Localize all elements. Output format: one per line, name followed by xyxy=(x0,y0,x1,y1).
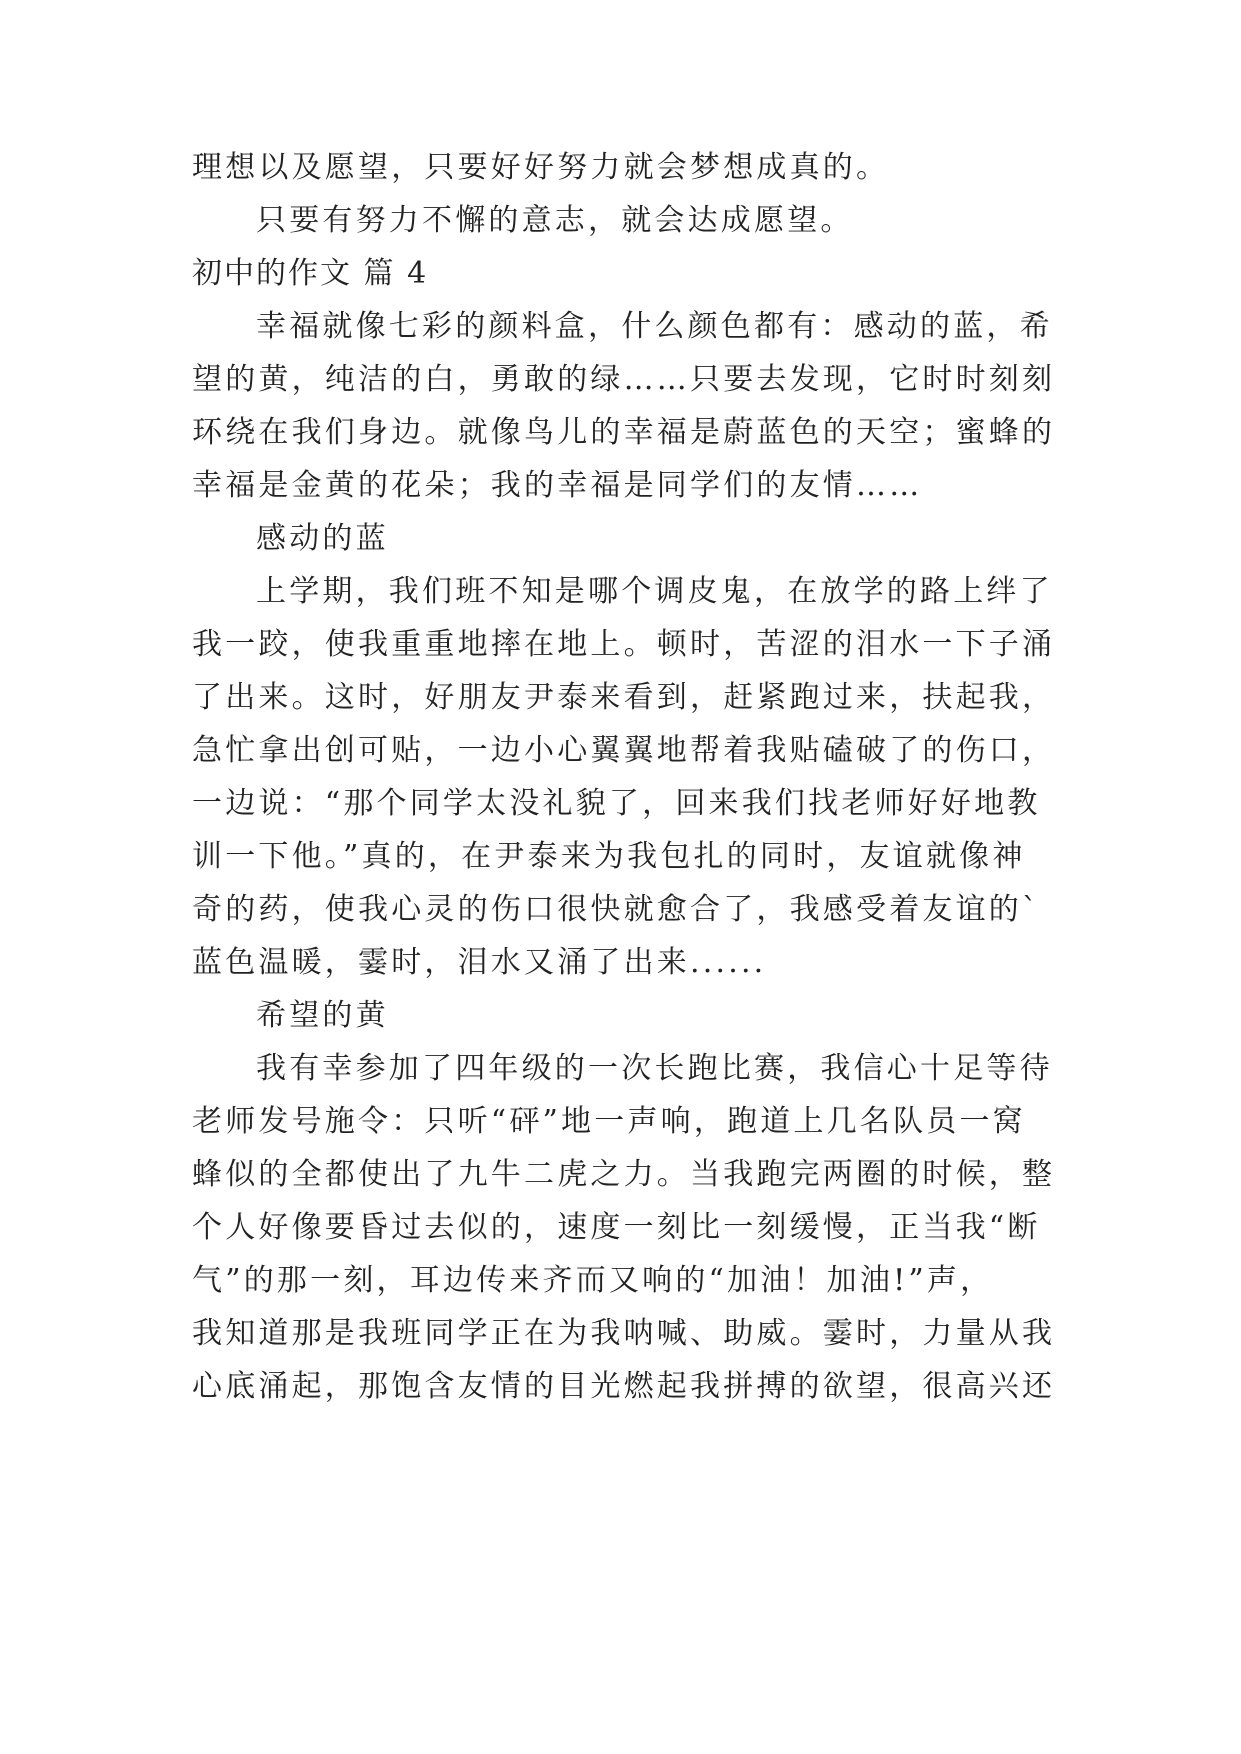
paragraph-line: 急忙拿出创可贴，一边小心翼翼地帮着我贴磕破了的伤口， xyxy=(192,733,1056,768)
subheading: 希望的黄 xyxy=(256,998,389,1033)
paragraph-line: 我一跤，使我重重地摔在地上。顿时，苦涩的泪水一下子涌 xyxy=(192,627,1056,662)
paragraph-line: 上学期，我们班不知是哪个调皮鬼，在放学的路上绊了 xyxy=(256,574,1053,609)
paragraph-line: 训一下他。”真的，在尹泰来为我包扎的同时，友谊就像神 xyxy=(192,839,1026,874)
paragraph-line: 我知道那是我班同学正在为我呐喊、助威。霎时，力量从我 xyxy=(192,1316,1056,1351)
paragraph-line: 幸福就像七彩的颜料盒，什么颜色都有：感动的蓝，希 xyxy=(256,309,1053,344)
paragraph-line: 奇的药，使我心灵的伤口很快就愈合了，我感受着友谊的` xyxy=(192,892,1041,927)
paragraph-line: 一边说：“那个同学太没礼貌了，回来我们找老师好好地教 xyxy=(192,786,1041,821)
paragraph-line: 只要有努力不懈的意志，就会达成愿望。 xyxy=(256,203,854,238)
paragraph-line: 蜂似的全都使出了九牛二虎之力。当我跑完两圈的时候，整 xyxy=(192,1157,1056,1192)
paragraph-line: 个人好像要昏过去似的，速度一刻比一刻缓慢，正当我“断 xyxy=(192,1210,1041,1245)
paragraph-line: 心底涌起，那饱含友情的目光燃起我拼搏的欲望，很高兴还 xyxy=(192,1369,1056,1404)
paragraph-line: 幸福是金黄的花朵；我的幸福是同学们的友情…… xyxy=(192,468,923,503)
paragraph-line: 理想以及愿望，只要好好努力就会梦想成真的。 xyxy=(192,150,890,185)
paragraph-line: 环绕在我们身边。就像鸟儿的幸福是蔚蓝色的天空；蜜蜂的 xyxy=(192,415,1056,450)
paragraph-line: 老师发号施令：只听“砰”地一声响，跑道上几名队员一窝 xyxy=(192,1104,1026,1139)
paragraph-line: 我有幸参加了四年级的一次长跑比赛，我信心十足等待 xyxy=(256,1051,1053,1086)
subheading: 感动的蓝 xyxy=(256,521,389,556)
paragraph-line: 了出来。这时，好朋友尹泰来看到，赶紧跑过来，扶起我， xyxy=(192,680,1056,715)
paragraph-line: 气”的那一刻，耳边传来齐而又响的“加油！加油!”声， xyxy=(192,1263,994,1298)
paragraph-line: 蓝色温暖，霎时，泪水又涌了出来...... xyxy=(192,945,767,980)
section-heading: 初中的作文 篇 4 xyxy=(192,256,429,291)
paragraph-line: 望的黄，纯洁的白，勇敢的绿……只要去发现，它时时刻刻 xyxy=(192,362,1056,397)
